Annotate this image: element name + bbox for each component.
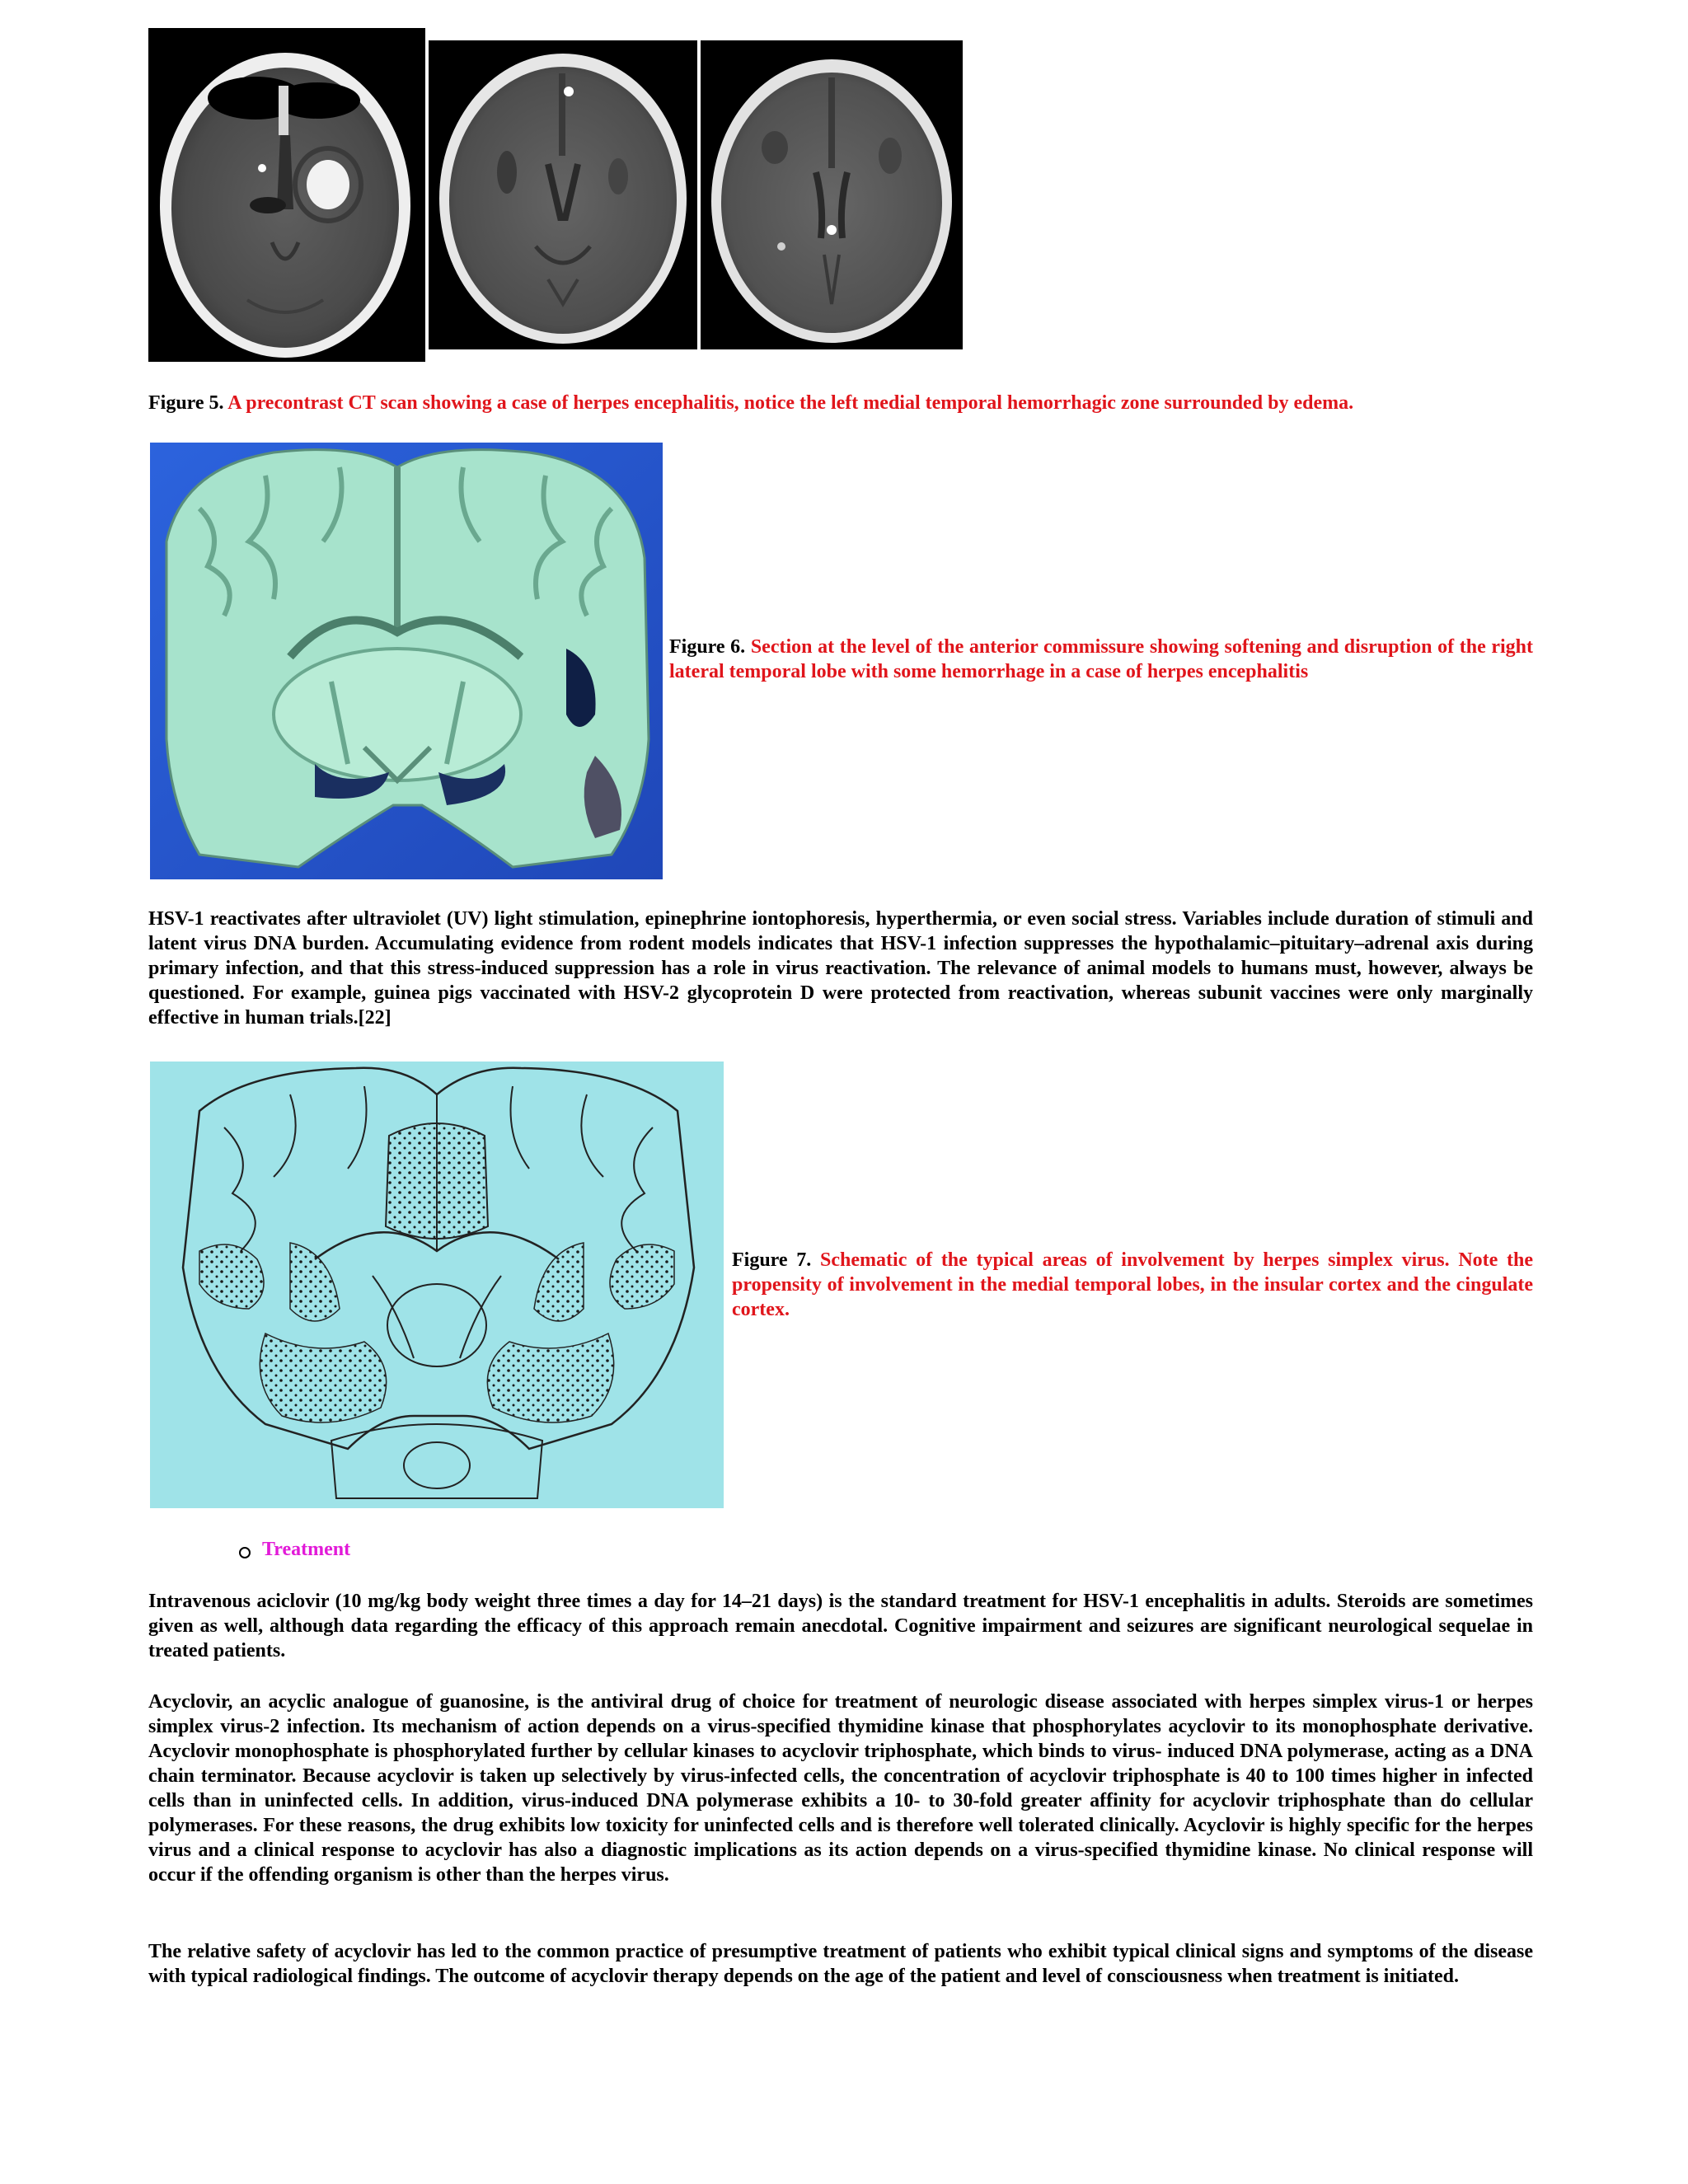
treatment-heading: Treatment (262, 1539, 351, 1560)
figure6-label: Figure 6. (669, 636, 746, 658)
brain-section-image (150, 443, 663, 879)
paragraph-acyclovir-mechanism: Acyclovir, an acyclic analogue of guanosine, is the antiviral drug of choice for treatment of neurologic disease associated with herpes simplex virus-1 or herpes simplex virus-2 infection. Its mechanism of action depends on a virus-specified thymidine kinase that phosphorylates acyclovir to its monophosphate derivative. Acyclovir monophosphate is phosphorylated further by cellular kinases to acyclovir triphosphate, which binds to virus- induced DNA polymerase, acting as a DNA chain terminator. Because acyclovir is taken up selectively by virus-infected cells, the concentration of acyclovir triphosphate is 40 to 100 times higher in infected cells than in uninfected cells. In addition, virus-induced DNA polymerase exhibits a 10- to 30-fold greater affinity for acyclovir triphosphate than do cellular polymerases. For these reasons, the drug exhibits low toxicity for uninfected cells and is therefore well tolerated clinically. Acyclovir is highly specific for the herpes virus and a clinical response to acyclovir has also a diagnostic implications as its action depends on a virus-specified thymidine kinase. No clinical response will occur if the offending organism is other than the herpes virus. (148, 1691, 1533, 1886)
schematic-image (150, 1062, 724, 1508)
paragraph-iv-aciclovir: Intravenous aciclovir (10 mg/kg body weight three times a day for 14–21 days) is the standard treatment for HSV-1 encephalitis in adults. Steroids are sometimes given as well, although data regarding the efficacy of this approach remain anecdotal. Cognitive impairment and seizures are significant neurological sequelae in treated patients. (148, 1591, 1533, 1661)
figure5-text: A precontrast CT scan showing a case of herpes encephalitis, notice the left medial temporal hemorrhagic zone surrounded by edema. (227, 392, 1354, 414)
figure5-label: Figure 5. (148, 392, 224, 414)
figure6-caption (669, 635, 1533, 684)
figure5-caption (148, 391, 1550, 415)
figure7-caption (732, 1248, 1533, 1322)
figure5-images (148, 28, 973, 362)
figure6-text: Section at the level of the anterior commissure showing softening and disruption of the right lateral temporal lobe with some hemorrhage in a case of herpes encephalitis (669, 636, 1534, 682)
ct-scan-3 (701, 40, 963, 349)
figure7-text: Schematic of the typical areas of involvement by herpes simplex virus. Note the propensity of involvement in the medial temporal lobes, in the insular cortex and the cingulate cortex. (732, 1249, 1534, 1320)
figure7-image (150, 1062, 724, 1508)
treatment-bullet-icon (239, 1547, 251, 1558)
figure7-label: Figure 7. (732, 1249, 812, 1271)
figure6-image (150, 443, 663, 879)
ct-scan-1-image (148, 28, 425, 362)
ct-scan-2-image (429, 40, 697, 349)
ct-scan-1 (148, 28, 425, 362)
ct-scan-2 (429, 40, 697, 349)
paragraph-reactivation: HSV-1 reactivates after ultraviolet (UV) light stimulation, epinephrine iontophoresis, hyperthermia, or even social stress. Variables include duration of stimuli and latent virus DNA burden. Accumulating evidence from rodent models indicates that HSV-1 infection suppresses the hypothalamic–pituitary–adrenal axis during primary infection, and that this stress-induced suppression has a role in virus reactivation. The relevance of animal models to humans must, however, always be questioned. For example, guinea pigs vaccinated with HSV-2 glycoprotein D were protected from reactivation, whereas subunit vaccines were only marginally effective in human trials.[22] (148, 908, 1533, 1029)
ct-scan-3-image (701, 40, 963, 349)
paragraph-acyclovir-safety: The relative safety of acyclovir has led to the common practice of presumptive treatment of patients who exhibit typical clinical signs and symptoms of the disease with typical radiological findings. The outcome of acyclovir therapy depends on the age of the patient and level of consciousness when treatment is initiated. (148, 1941, 1533, 1987)
